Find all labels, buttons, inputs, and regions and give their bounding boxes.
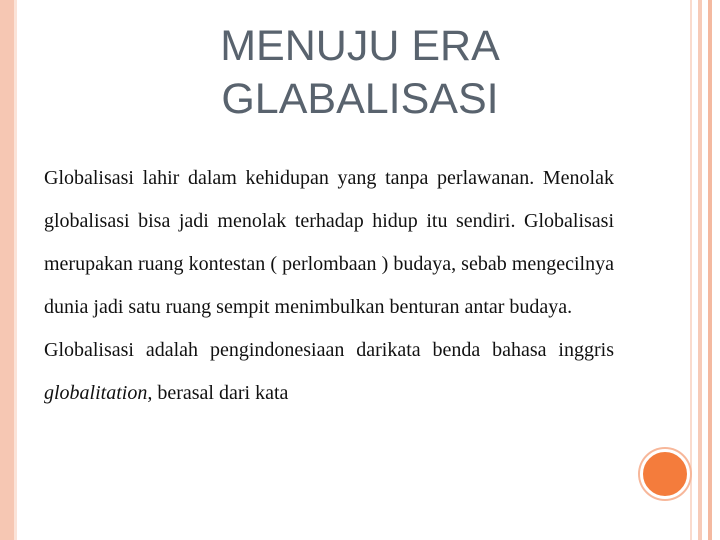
slide-title bbox=[160, 20, 560, 126]
slide-body bbox=[44, 157, 614, 415]
left-frame-inner-bar bbox=[14, 0, 17, 540]
body-paragraph-1: Globalisasi lahir dalam kehidupan yang tanpa perlawanan. Menolak globalisasi bisa jadi menolak terhadap hidup itu sendiri. Globalisasi merupakan ruang kontestan ( perlombaan ) budaya, sebab mengecilnya dunia jadi satu ruang sempit menimbulkan benturan antar budaya. bbox=[44, 167, 614, 318]
slide-title-line-1: MENUJU ERA bbox=[220, 22, 500, 70]
body-paragraph-2-end: berasal dari kata bbox=[152, 382, 289, 404]
right-frame-line-middle bbox=[698, 0, 702, 540]
right-frame-line-outer bbox=[708, 0, 712, 540]
slide-title-line-2: GLABALISASI bbox=[221, 75, 499, 123]
right-frame-line-inner bbox=[690, 0, 692, 540]
body-paragraph-2-italic-term: globalitation, bbox=[44, 382, 153, 404]
left-frame-bar bbox=[0, 0, 14, 540]
body-paragraph-2-start: Globalisasi adalah pengindonesiaan darikata benda bahasa inggris bbox=[44, 339, 614, 361]
body-paragraph-2 bbox=[44, 329, 614, 415]
decorative-circle bbox=[640, 449, 690, 499]
